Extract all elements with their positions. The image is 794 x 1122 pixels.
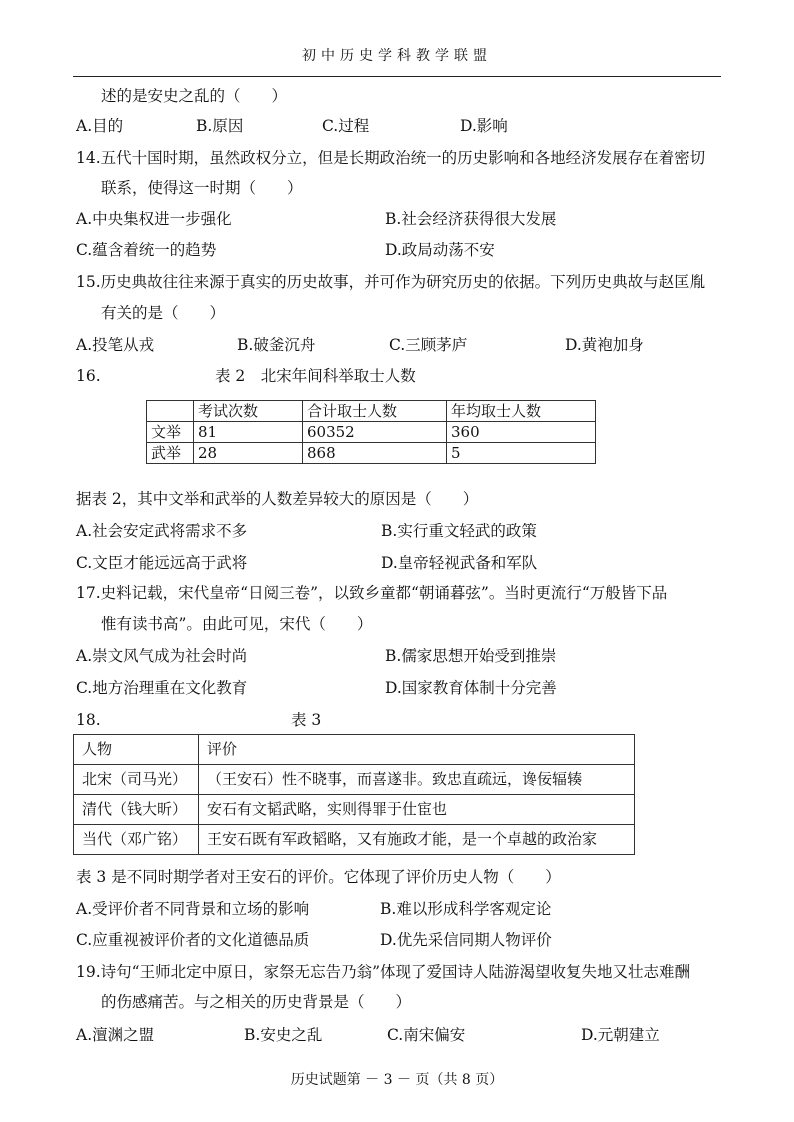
q16-option-b: B.实行重文轻武的政策 — [381, 522, 537, 540]
q15-stem-cont: 有关的是（ ） — [101, 304, 226, 322]
table3-header-cell: 人物 — [74, 735, 199, 765]
q18-option-b: B.难以形成科学客观定论 — [380, 900, 552, 918]
q13-option-d: D.影响 — [460, 117, 508, 135]
table2-cell: 28 — [194, 443, 303, 464]
q17-stem: 17.史料记载，宋代皇帝“日阅三卷”，以致乡童都“朝诵暮弦”。当时更流行“万般皆下品 — [76, 584, 668, 602]
q16-option-a: A.社会安定武将需求不多 — [76, 522, 248, 540]
q18-option-a: A.受评价者不同背景和立场的影响 — [76, 900, 310, 918]
q14-option-d: D.政局动荡不安 — [385, 241, 495, 259]
table2 — [146, 400, 596, 464]
q18-number: 18. — [76, 711, 101, 729]
q15-option-a: A.投笔从戎 — [76, 336, 155, 354]
table2-cell: 60352 — [303, 422, 447, 443]
q14-option-b: B.社会经济获得很大发展 — [385, 210, 557, 228]
q14-option-c: C.蕴含着统一的趋势 — [76, 241, 217, 259]
table2-header-cell: 考试次数 — [194, 401, 303, 422]
table-row — [147, 443, 596, 464]
q16-number: 16. — [76, 367, 101, 385]
table2-title: 表 2 北宋年间科举取士人数 — [215, 367, 416, 385]
table3-header-cell: 评价 — [199, 735, 635, 765]
table2-header-cell — [147, 401, 194, 422]
table3-title: 表 3 — [291, 711, 322, 729]
q19-stem: 19.诗句“王师北定中原日，家祭无忘告乃翁”体现了爱国诗人陆游渴望收复失地又壮志难酬 — [76, 963, 691, 981]
q13-option-a: A.目的 — [76, 117, 124, 135]
table2-header-row — [147, 401, 596, 422]
table3-header-row — [74, 735, 635, 765]
table3 — [73, 734, 635, 855]
q19-option-c: C.南宋偏安 — [387, 1026, 466, 1044]
table-row — [147, 422, 596, 443]
table3-cell: 当代（邓广铭） — [74, 825, 199, 855]
table3-cell: 清代（钱大昕） — [74, 795, 199, 825]
table2-cell: 868 — [303, 443, 447, 464]
table2-cell: 武举 — [147, 443, 194, 464]
q16-question: 据表 2，其中文举和武举的人数差异较大的原因是（ ） — [76, 490, 479, 508]
q16-option-c: C.文臣才能远远高于武将 — [76, 554, 248, 572]
q15-option-d: D.黄袍加身 — [565, 336, 644, 354]
table-row — [74, 795, 635, 825]
q14-option-a: A.中央集权进一步强化 — [76, 210, 232, 228]
header-rule — [73, 76, 721, 77]
q17-stem-cont: 惟有读书高”。由此可见，宋代（ ） — [101, 615, 373, 633]
q19-option-a: A.澶渊之盟 — [76, 1026, 155, 1044]
table2-cell: 81 — [194, 422, 303, 443]
table2-header-cell: 合计取士人数 — [303, 401, 447, 422]
q15-option-b: B.破釜沉舟 — [237, 336, 316, 354]
page-header: 初中历史学科教学联盟 — [302, 48, 492, 64]
table2-cell: 360 — [447, 422, 596, 443]
q13-stem-tail: 述的是安史之乱的（ ） — [101, 87, 288, 105]
q16-option-d: D.皇帝轻视武备和军队 — [381, 554, 538, 572]
q17-option-b: B.儒家思想开始受到推崇 — [385, 647, 557, 665]
q19-stem-cont: 的伤感痛苦。与之相关的历史背景是（ ） — [101, 993, 412, 1011]
q18-option-d: D.优先采信同期人物评价 — [380, 931, 552, 949]
table-row — [74, 825, 635, 855]
table-row — [74, 765, 635, 795]
q13-option-b: B.原因 — [196, 117, 244, 135]
table2-cell: 文举 — [147, 422, 194, 443]
table2-header-cell: 年均取士人数 — [447, 401, 596, 422]
table3-cell: 北宋（司马光） — [74, 765, 199, 795]
page-footer: 历史试题第 － 3 － 页（共 8 页） — [290, 1072, 504, 1088]
q15-stem: 15.历史典故往往来源于真实的历史故事，并可作为研究历史的依据。下列历史典故与赵匡胤 — [76, 273, 706, 291]
q15-option-c: C.三顾茅庐 — [389, 336, 468, 354]
table2-cell: 5 — [447, 443, 596, 464]
table3-cell: （王安石）性不晓事，而喜遂非。致忠直疏远，谗佞辐辏 — [199, 765, 635, 795]
q14-stem-cont: 联系，使得这一时期（ ） — [101, 179, 303, 197]
q14-stem: 14.五代十国时期，虽然政权分立，但是长期政治统一的历史影响和各地经济发展存在着密切 — [76, 149, 706, 167]
q13-option-c: C.过程 — [322, 117, 370, 135]
q17-option-c: C.地方治理重在文化教育 — [76, 679, 248, 697]
q19-option-d: D.元朝建立 — [581, 1026, 660, 1044]
table3-cell: 安石有文韬武略，实则得罪于仕宦也 — [199, 795, 635, 825]
q17-option-d: D.国家教育体制十分完善 — [385, 679, 557, 697]
q18-option-c: C.应重视被评价者的文化道德品质 — [76, 931, 310, 949]
q17-option-a: A.崇文风气成为社会时尚 — [76, 647, 248, 665]
table3-cell: 王安石既有军政韬略，又有施政才能，是一个卓越的政治家 — [199, 825, 635, 855]
q18-question: 表 3 是不同时期学者对王安石的评价。它体现了评价历史人物（ ） — [76, 868, 561, 886]
q19-option-b: B.安史之乱 — [244, 1026, 323, 1044]
